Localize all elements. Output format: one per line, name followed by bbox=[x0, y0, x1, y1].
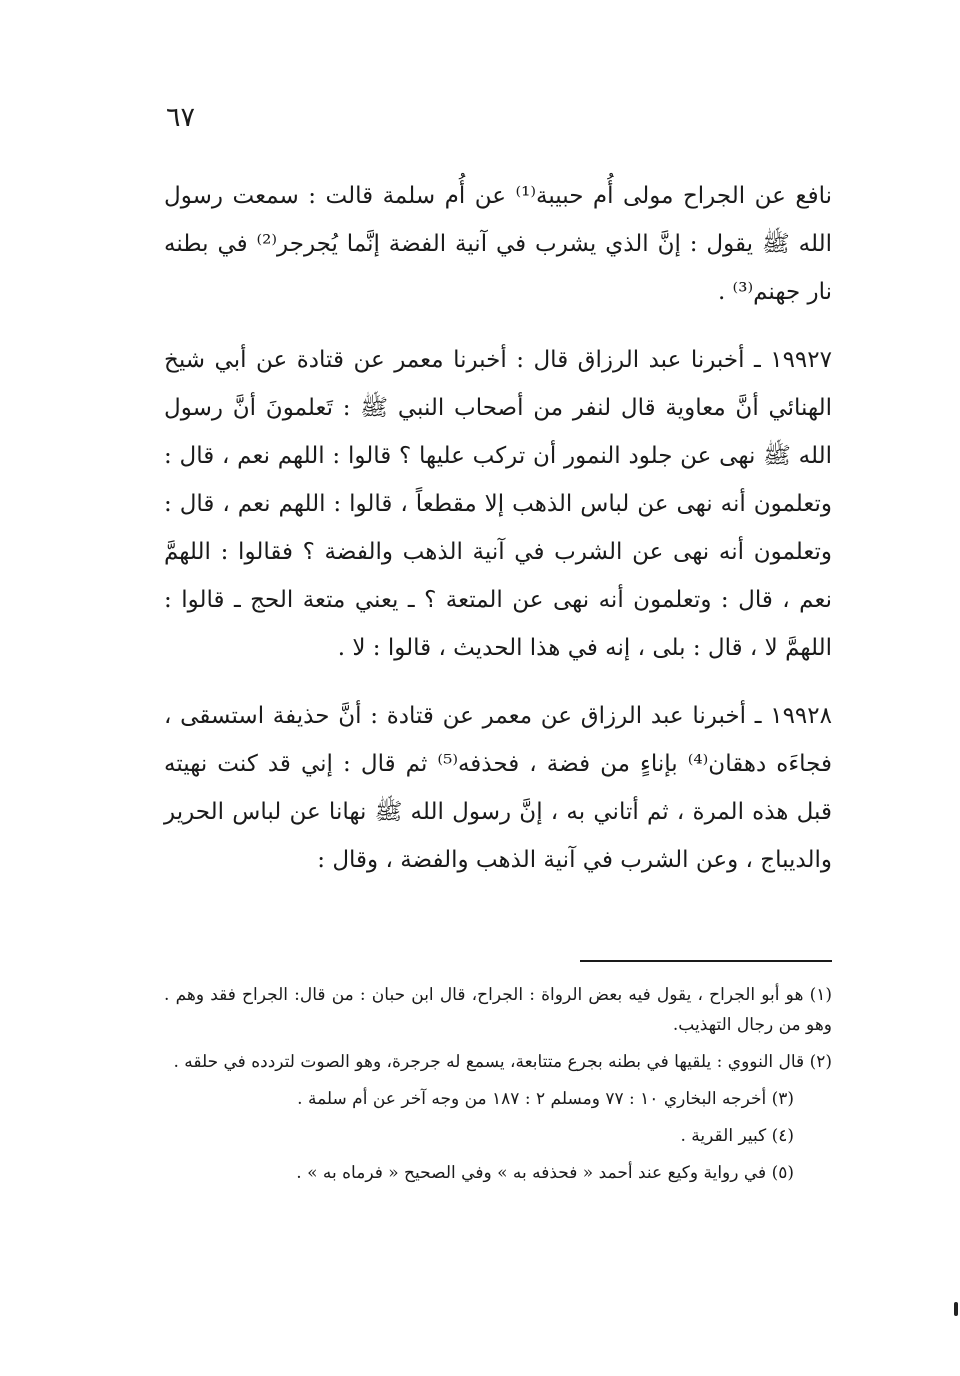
paragraph-continuation: نافع عن الجراح مولى أُم حبيبة⁽¹⁾ عن أُم سلمة قالت : سمعت رسول الله ﷺ يقول : إنَّ الذي يشرب في آنية الفضة إنَّما يُجرجر⁽²⁾ في بطنه نار جهنم⁽³⁾ . bbox=[164, 183, 833, 305]
hadith-19927: ١٩٩٢٧ ـ أخبرنا عبد الرزاق قال : أخبرنا معمر عن قتادة عن أبي شيخ الهنائي أنَّ معاوية قال لنفر من أصحاب النبي ﷺ : تَعلمونَ أنَّ رسول الله ﷺ نهى عن جلود النمور أن تركب عليها ؟ قالوا : اللهم نعم ، قال : وتعلمون أنه نهى عن لباس الذهب إلا مقطعاً ، قالوا : اللهم نعم ، قال : وتعلمون أنه نهى عن الشرب في آنية الذهب والفضة ؟ فقالوا : اللهمَّ نعم ، قال : وتعلمون أنه نهى عن المتعة ؟ ـ يعني متعة الحج ـ قالوا : اللهمَّ لا ، قال : بلى ، إنه في هذا الحديث ، قالوا : لا . bbox=[164, 347, 832, 661]
hadith-19928: ١٩٩٢٨ ـ أخبرنا عبد الرزاق عن معمر عن قتادة : أنَّ حذيفة استسقى ، فجاءَه دهقان⁽⁴⁾ بإناءٍ من فضة ، فحذفه⁽⁵⁾ ثم قال : إني قد كنت نهيته قبل هذه المرة ، ثم أتاني به ، إنَّ رسول الله ﷺ نهانا عن لباس الحرير والديباج ، وعن الشرب في آنية الذهب والفضة ، وقال : bbox=[164, 703, 833, 873]
footnotes bbox=[164, 980, 832, 1195]
scan-speck bbox=[954, 1302, 958, 1316]
footnote-5: (٥) في رواية وكيع عند أحمد « فحذفه به » وفي الصحيح « فرماه به » . bbox=[296, 1163, 794, 1183]
footnote-4: (٤) كبير القرية . bbox=[680, 1126, 794, 1146]
footnote-divider bbox=[580, 960, 832, 962]
footnote-2: (٢) قال النووي : يلقيها في بطنه بجرع متتابعة، يسمع له جرجرة، وهو الصوت لتردده في حلقه . bbox=[173, 1052, 832, 1072]
main-text bbox=[164, 172, 832, 884]
footnote-1: (١) هو أبو الجراح ، يقول فيه بعض الرواة : الجراح، قال ابن حبان : من قال: الجراح فقد وهم . وهو من رجال التهذيب. bbox=[164, 985, 832, 1035]
footnote-3: (٣) أخرجه البخاري ١٠ : ٧٧ ومسلم ٢ : ١٨٧ من وجه آخر عن أم سلمة . bbox=[297, 1089, 794, 1109]
page-number: ٦٧ bbox=[166, 102, 196, 133]
